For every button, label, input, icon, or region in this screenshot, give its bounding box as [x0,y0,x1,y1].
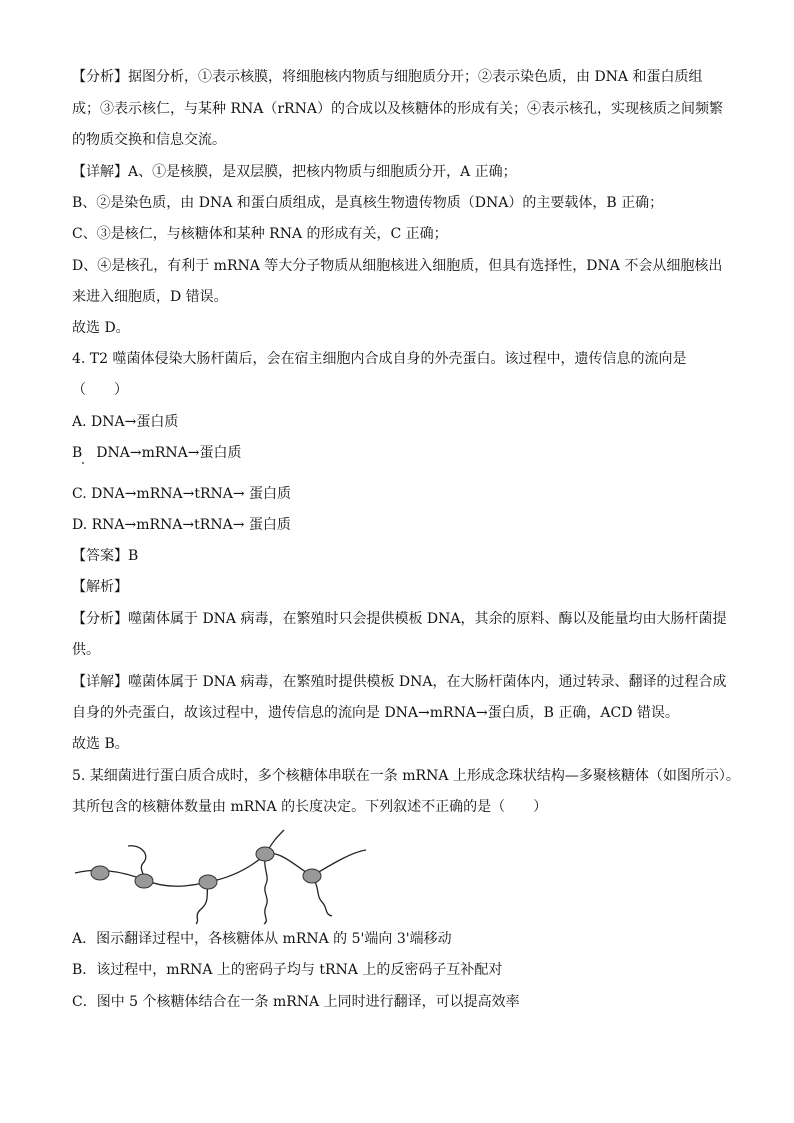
line-8: 来进入细胞质，D 错误。 [72,289,228,305]
option-b: B DNA→mRNA→蛋白质 [72,445,242,461]
q5-option-c: C．图中 5 个核糖体结合在一条 mRNA 上同时进行翻译，可以提高效率 [72,994,520,1010]
option-c: C. DNA→mRNA→tRNA→ 蛋白质 [72,486,292,502]
answer-label: 【答案】B [72,548,139,564]
line-19: 供。 [72,642,100,658]
line-18: 【分析】噬菌体属于 DNA 病毒，在繁殖时只会提供模板 DNA，其余的原料、酶以及能量均由大肠杆菌提 [72,611,727,627]
q5-option-a: A．图示翻译过程中，各核糖体从 mRNA 的 5'端向 3'端移动 [72,931,452,947]
line-5: B、②是染色质，由 DNA 和蛋白质组成，是真核生物遗传物质（DNA）的主要载体，B 正确； [72,195,664,211]
line-7: D、④是核孔，有利于 mRNA 等大分子物质从细胞核进入细胞质，但具有选择性，DNA 不会从细胞核出 [72,258,723,274]
ribosome-5 [303,869,321,883]
ribosome-4 [256,847,274,861]
question-4-stem: 4. T2 噬菌体侵染大肠杆菌后，会在宿主细胞内合成自身的外壳蛋白。该过程中，遗传信息的流向是 [72,351,687,367]
line-2: 成；③表示核仁，与某种 RNA（rRNA）的合成以及核糖体的形成有关；④表示核孔，实现核质之间频繁 [72,101,723,117]
line-9: 故选 D。 [72,320,130,336]
ribosome-1 [91,866,109,880]
peptide-chain-3 [264,854,267,924]
mrna-strand [75,850,366,886]
option-d: D. RNA→mRNA→tRNA→ 蛋白质 [72,517,291,533]
ribosome-2 [135,874,153,888]
polyribosome-figure [70,828,380,928]
line-3: 的物质交换和信息交流。 [72,132,226,148]
option-a: A. DNA→蛋白质 [72,414,179,430]
question-4-bracket: （ ） [72,382,128,398]
line-20: 【详解】噬菌体属于 DNA 病毒，在繁殖时提供模板 DNA，在大肠杆菌体内，通过转录、翻译的过程合成 [72,674,727,690]
line-4: 【详解】A、①是核膜，是双层膜，把核内物质与细胞质分开，A 正确； [72,164,517,180]
q5-option-b: B．该过程中，mRNA 上的密码子均与 tRNA 上的反密码子互补配对 [72,962,503,978]
line-22: 故选 B。 [72,736,129,752]
question-5-stem-2: 其所包含的核糖体数量由 mRNA 的长度决定。下列叙述不正确的是（ ） [72,799,548,815]
stray-dot [82,462,84,464]
question-5-stem: 5. 某细菌进行蛋白质合成时，多个核糖体串联在一条 mRNA 上形成念珠状结构—多聚核糖体（如图所示）。 [72,768,740,784]
explanation-label: 【解析】 [72,579,128,595]
line-21: 自身的外壳蛋白，故该过程中，遗传信息的流向是 DNA→mRNA→蛋白质，B 正确，ACD 错误。 [72,705,679,721]
line-6: C、③是核仁，与核糖体和某种 RNA 的形成有关，C 正确； [72,226,448,242]
line-1: 【分析】据图分析，①表示核膜，将细胞核内物质与细胞质分开；②表示染色质，由 DNA 和蛋白质组 [72,69,703,85]
ribosome-3 [199,875,217,889]
